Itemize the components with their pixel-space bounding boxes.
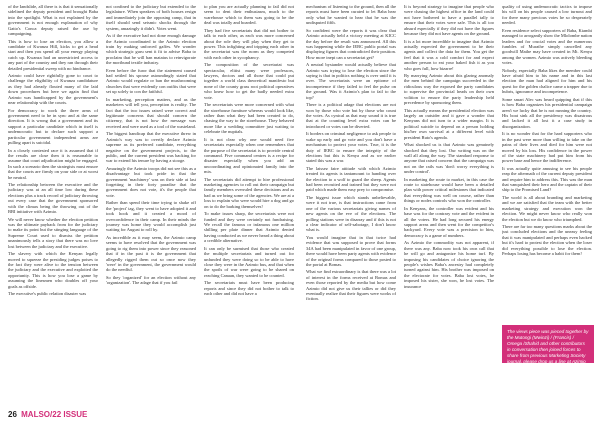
paragraph: They had five secretariats that did not bother to talk to each other, as each was more concerned about the role they will play when they get to power. This infighting and tripping each other in the secretariat was the norm as they competed with each other in sycophancy. (204, 27, 294, 60)
paragraph: As incredible as it may seem, the Azimio camp seems to have resolved that the government was going to rig them into power since they reasoned that if in the past it is the government that allegedly rigged them out so once now they 'were' in the government, the government would do the needful. (106, 234, 196, 273)
article-column-4 (306, 4, 396, 402)
article-column-6 (502, 4, 592, 314)
paragraph: As Azimio the commodity was not apparent, if there was any. Baba now took his own call that he will go and antagonize his home turf. By imposing his candidates of choice ignoring the people's wishes Baba's ancestry had completely turned against him. His brother was imposed on the electorate for votes. Baba lost votes, he imposed his sister, she won, he lost votes. The insurance (404, 240, 494, 289)
paragraph: So they 'organized' for an election without any 'organization'. The adage that if you fail (106, 274, 196, 286)
folio (8, 410, 87, 419)
paragraph: As if the executive had not done enough damage the Azimio coordinated to the Azimio election train by making unforced gaffes. We wonder which strategic guru sent it fit to advise Baba to proclaim that he will ban matatus to reinvigorate the moribund textile industry. (106, 33, 196, 66)
page-footer (0, 406, 600, 424)
paragraph: In a closely contested race it is assumed that if the results are close then it is reasonable to assume that court adjudication might be engaged. In such a scenario then the strategists must ensure that the courts are firmly on your side or at worst be neutral. (8, 147, 98, 180)
author-callout-box (502, 325, 594, 370)
paragraph: Even before the furor that the statement caused had settled his spouse astoundingly stated that Azimio would regulate or ban the mushrooming churches that were evidently con outfits that were set up solely to con the faithful. (106, 67, 196, 95)
paragraph: The secretariats must have been producing reports and since they did not bother to talk to each other and did not have a (204, 280, 294, 297)
paragraph: The world is all about branding and marketing and we are satisfied that the team with the better marketing strategy and execution won the election. We might never know who really won the election but we do know who triumphed. (502, 194, 592, 222)
paragraph: The biggest handicap that the executive threw in Azimio's way was to overtly declare Azimio supreme as its preferred candidate, everything negative on the government projects, to the public, and the current president was backing for war to extend his tenure by having a stooge. (106, 131, 196, 164)
paragraph: The secretariats did attempt to hire professional marketing agencies to roll out their campaign but family members overruled these decisions and as bad as we bring some of the agencies. We are at a loss to explain who were would hire a dog and go on to do the barking themselves! (204, 176, 294, 209)
paragraph: Azimio could have rightfully gone to court to challenge the eligibility of Kwanza candidature as they had already flouted many of the laid down procedures but here we again find that Azimio was handicapped by the government's near relationship with the courts. (8, 73, 98, 106)
paragraph: In marketing the route to market, in this case the route to statehouse would have been a detailed plan with power critical milestones that indicated that everything was well on course, rather than things or nodes controls who won the controller. (404, 176, 494, 204)
paragraph: For democracy to work the three arms of government need to be in sync and at the same direction. It is wrong that a government and its support a particular candidate which in itself is undemocratic but to declare such support a particular government independent arms are pulling apart is suicidal. (8, 107, 98, 146)
paragraph: What we find extraordinary is that there was a lot of interest in the forms received at Bomas and even those reported by the media but how come Azimio did not give us their tallies or did they eventually realize that their figures were works of fiction. (306, 269, 396, 302)
paragraph: The composition of the secretariat was spectacular, elitist many were professors, lawyers, doctors and all those that could put together a world class theoretical manifesto but none of the county grass root political operatives who knew how to get the badly needed extra vote. (204, 62, 294, 100)
paragraph: There is a political adage that elections are not won by those who vote but by those who count the votes. As cynical as that may sound it is true that at the counting level extra votes can be introduced or votes can be diverted. (306, 102, 396, 129)
paragraph: quality of using undemocratic tactics to impose his will on his people caused a low turnout and for there many precious votes he so desperately needed. (502, 4, 592, 26)
article-column-3 (204, 4, 294, 402)
article-column-5 (404, 4, 494, 402)
paragraph: The slavery with which the Kenyan legally moved to squeeze the presiding judges poises to the fact they were alive to the tension between the judiciary and the executive and exploited the opportunity. This is how you lose a game by assuming the linesmen who doubles off your goals as offside. (8, 251, 98, 289)
paragraph: You would imagine that in that twice had evidence that was supposed to prove that forms 34A had been manipulated in favor of one group, there would have been party agents with evidence of the original forms compared to those posted to the portal at Bomas. (306, 234, 396, 267)
paragraph: Even residence select supporters of Baba, Kiambi managed to arrogantly show the Mlolombe nation leaders and for crucial votes and the numerous fumbles of Murathe simply cancelled any goodwill Mathe may have created in Mt. Kenya among the women. Azimio was actively bleeding votes. (502, 27, 592, 66)
paragraph: of the Iandslide, all there is is that it sensationally sidelined the deputy president and brought Baba into the spotlight. What is not explained by the government is not enough explanation of why Gatto's Conca deputy raised the axe by campaigning. (8, 4, 98, 37)
paragraph: We will never know whether the election petition was the ultimate payback from for the judiciary to make its point but the stinging language of the Supreme Court used to dismiss the petition unanimously tells a story that there was no love lost between the judiciary and the executive. (8, 216, 98, 249)
paragraph: So confident were the reports it was clear that Azimio actually held a victory meeting at KICC the day before the result was announced. All this was happening while the IEBC public portal was displaying figures that contradicted their position. How more inept can a secretariat get? (306, 27, 396, 60)
paragraph: It is not clear why one would need five secretariats especially when one remembers that the purpose of the secretariat is to provide central command. Five command centres is a recipe for disaster especially when you add an uncoordinating and opinionated family into the mix. (204, 136, 294, 175)
paragraph: The biggest issue which stands unbelievable, were it not true, is that instructions came from one of the various secretariats giving names of new agents on the eve of the elections. The polling stations were in disarray and if this is not a clear indicator of self-sabotage, I don't know what is. (306, 194, 396, 233)
paragraph: It is beyond strategy to imagine that people who were chasing the highest office in the land could not have bothered to have a parallel tally to ensure that their votes were safe. This is all too absurd especially if they did not have the figures because they did not have agents on the ground. (404, 4, 494, 37)
magazine-issue: MALSO/22 ISSUE (21, 410, 88, 419)
paragraph: It can only be surmised that those who created the multiple secretariats and turned out for unfunded they were doing so to be able to have close they were in the Azimio bus, and that when the spoils of war were going to be shared on reaching Canaan, they wanted to be counted. (204, 245, 294, 278)
paragraph: It was actually quite amusing to see his people reap the aftermath of the current deputy president and require him to address this. This was the man that vanquished their hero and the captain of their ship to the Promised Land? (502, 165, 592, 193)
article-column-2 (106, 4, 196, 402)
paragraph: This actually means the presidential election was largely an outsider and it gave a wonder that Kenyans did not turn to a wider margin. It is political suicide to depend on a person holding his/her own survival at a different level with president Ruto's agenda. (404, 107, 494, 140)
paragraph: By marrying Azimio about this glaring anomaly the men behind the campaign succeeded in the ridiculous way the exposed the party candidates to supervise the provincial heads on their own volition to ensure the party leadership held precedence by sponsoring them. (404, 73, 494, 106)
paragraph: A neutral bystander would actually believe that Azimio was trying to lose the election since the saying is that in politics nothing is over until it is over. The secretariats were an epitome of incompetence if they failed to feel the pulse on the ground. Was it Azimio's plan to fail to the top? (306, 62, 396, 100)
paragraph: It is a lot more incredible to imagine that Azimio actually expected the government to be their agents and collect the data for them. You get the feel that it was a cold comfort for and expect another person to eat your baked fish it as you who goes full, how bizarre! (404, 38, 494, 71)
paragraph: Some smart Alec was heard quipping that if this is how Baba organizes his presidential campaign aren't we lucky that he is not running the country. His boat sink all the presidency was disastrous and lacked it all lost it a case study in disorganization. (502, 96, 592, 129)
paragraph: To make issues sharp, the secretariats were not funded and they were certainly not fundraising. We recall the famous or infamous one million shilling per plate dinner that Azimio denied having conducted as we never heard a thing about a credible alternative. (204, 211, 294, 244)
paragraph: Amazingly the Azimio troops did not see this as a disadvantage but took pride in that the government 'machinery' was on their side at last forgetting in their forty paradise that the government does not vote, it's the people that vote. (106, 165, 196, 198)
paragraph: The relationship between the executive and the judiciary was at an all time low during these elections plus a track record of judiciary throwing out every case that the government sponsored with the climax being the throwing out of the BBI initiative with Azimio. (8, 182, 98, 215)
page-number: 26 (8, 410, 17, 419)
paragraph: What shocked us is that Azimio was genuinely shocked that they lost. Our writing was on the wall all along the way. The standard response to anyone that raised concern that the campaign was not on the rails was 'don't worry everything is under control'. (404, 142, 494, 175)
paragraph: It borders on criminal negligence to ask people to wake up early and go vote and you don't have a mechanism to protect your votes. True, it is the duty of IEBC to ensure the integrity of the elections but this is Kenya and as we earlier stated this was a war. (306, 131, 396, 164)
paragraph: not confined to the judiciary but extended to the legislature. When speakers of both houses resign and immediately join the opposing camp, that in itself should send seismic shocks through the system, amazingly it didn't. Votes went. (106, 4, 196, 31)
article-column-1 (8, 4, 98, 402)
paragraph: mechanism of listening to the ground, then all the reports must have been curated to let Baba hear only what he wanted to hear that he was the undisputed fifth. (306, 4, 396, 26)
paragraph: There are far too many questions marks about the just concluded elections and the uneasy feeling that it was manipulated and perhaps even hacked but it's hard to protest the election when the loser did everything possible to lose the election. Perhaps losing has become a habit for them! (502, 223, 592, 257)
paragraph: In marketing, perception matters, and as the marketers will tell you, perception is reality. The fact that the two issues raised were correct and legitimate concerns that should concern the citizenry, that is not how the message was received and were used as a tool of the wasteland. (106, 96, 196, 129)
paragraph: In Kenyans, the controller was evident and his base was for the contrary vote and the evident in all the voters. He had long secured his energy support areas and then went for the competitor's backyard. Every vote was a precision to him, democracy is a game of numbers. (404, 205, 494, 238)
paragraph: to plan you are actually planning to fail did not seem to dent their enthusiasm, much to the warehouse which to them was going to be the deal was totally and boarded. (204, 4, 294, 26)
paragraph: Nobody, especially Baba likes the member could have afraid him to his name and in this last election the man had aligned for him and his quest for the golden chalice came a trapper due to hubris, ignorance and incompetence. (502, 67, 592, 95)
paragraph: The secretariats were more concerned with what the storehouse furniture whereas would look like, rather than what they had been created to do, chasing the way to the storehouse. They behaved more like a wedding committee just waiting to celebrate the nuptials. (204, 102, 294, 135)
paragraph: This is how to lose an election, you allow a candidate of Kwanza Hill, kicks to get a head start and then you spend all your energy playing catch up. Kwanza had an unrestricted access to any part of the country and they ran through their detailed presidential sweep with no hindrance. (8, 38, 98, 71)
author-callout-text: The views piece was pieced together by the Mutongi (Mwinzi) / (Francis) / Omega /Shahid and other contributors in conversation then joined forces to share from previous Marketing Society journal, please drop us a line at Azimio contributions editorial. (507, 329, 589, 370)
paragraph: The executive's public relation disaster was (8, 291, 87, 297)
paragraph: Rather than spend their time trying to shake off the 'project' tag, they went to have adopted it and took hook and it created a mood of overconfidence in their camp. In their minds the journey was home they would accomplish just waiting for August to roll by. (106, 200, 196, 233)
paragraph: The laissez faire attitude with which Azimio treated its agents is tantamount to handing over the election to a wolf to guard the sheep. Agents had been recruited and trained but they were not paid which made them easy prey to compromise. (306, 165, 396, 193)
paragraph: It is no wonder that for the hard supporters who in the past were more than willing to take on the pains of their lives and died for him were not moved by his loss. His confidence in the power of the state machinery had put him from his power base and hence the indifference. (502, 131, 592, 164)
